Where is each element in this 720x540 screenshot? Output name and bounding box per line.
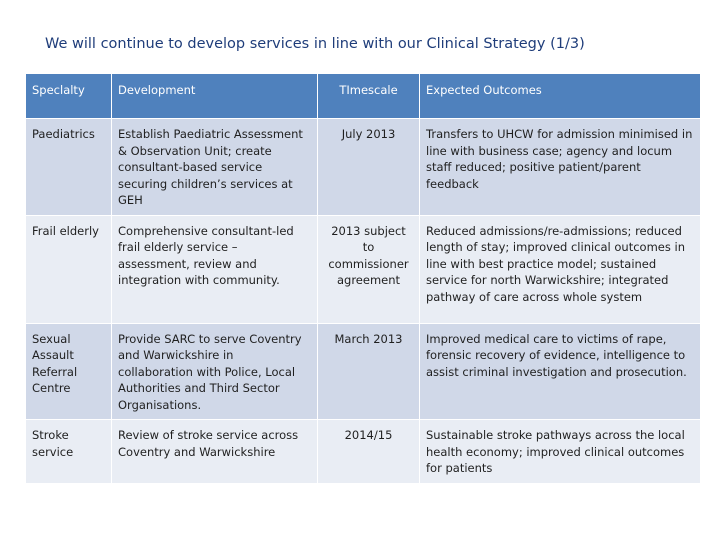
cell-specialty: Paediatrics <box>26 119 112 216</box>
cell-outcomes: Improved medical care to victims of rape, forensic recovery of evidence, intelligence to assist criminal investigation and prosecution. <box>420 323 701 420</box>
cell-outcomes: Transfers to UHCW for admission minimised in line with business case; agency and locum staff reduced; positive patient/parent feedback <box>420 119 701 216</box>
cell-development: Review of stroke service across Coventry and Warwickshire <box>112 420 318 484</box>
cell-development: Comprehensive consultant-led frail elderly service – assessment, review and integration with community. <box>112 215 318 323</box>
header-timescale: TImescale <box>318 74 420 119</box>
slide-title: We will continue to develop services in line with our Clinical Strategy (1/3) <box>45 36 585 52</box>
cell-outcomes: Reduced admissions/re-admissions; reduced length of stay; improved clinical outcomes in line with best practice model; sustained service for north Warwickshire; integrated pathway of care across whole system <box>420 215 701 323</box>
table-row <box>26 420 701 484</box>
cell-timescale: March 2013 <box>318 323 420 420</box>
cell-timescale: July 2013 <box>318 119 420 216</box>
cell-specialty: Sexual Assault Referral Centre <box>26 323 112 420</box>
table-row <box>26 215 701 323</box>
cell-development: Establish Paediatric Assessment & Observation Unit; create consultant-based service securing children’s services at GEH <box>112 119 318 216</box>
cell-timescale: 2014/15 <box>318 420 420 484</box>
cell-development: Provide SARC to serve Coventry and Warwickshire in collaboration with Police, Local Authorities and Third Sector Organisations. <box>112 323 318 420</box>
cell-timescale: 2013 subject to commissioner agreement <box>318 215 420 323</box>
cell-outcomes: Sustainable stroke pathways across the local health economy; improved clinical outcomes for patients <box>420 420 701 484</box>
cell-specialty: Frail elderly <box>26 215 112 323</box>
header-development: Development <box>112 74 318 119</box>
cell-specialty: Stroke service <box>26 420 112 484</box>
table-row <box>26 119 701 216</box>
table-row <box>26 323 701 420</box>
header-specialty: Speclalty <box>26 74 112 119</box>
header-outcomes: Expected Outcomes <box>420 74 701 119</box>
strategy-table <box>25 73 701 484</box>
table-header-row <box>26 74 701 119</box>
